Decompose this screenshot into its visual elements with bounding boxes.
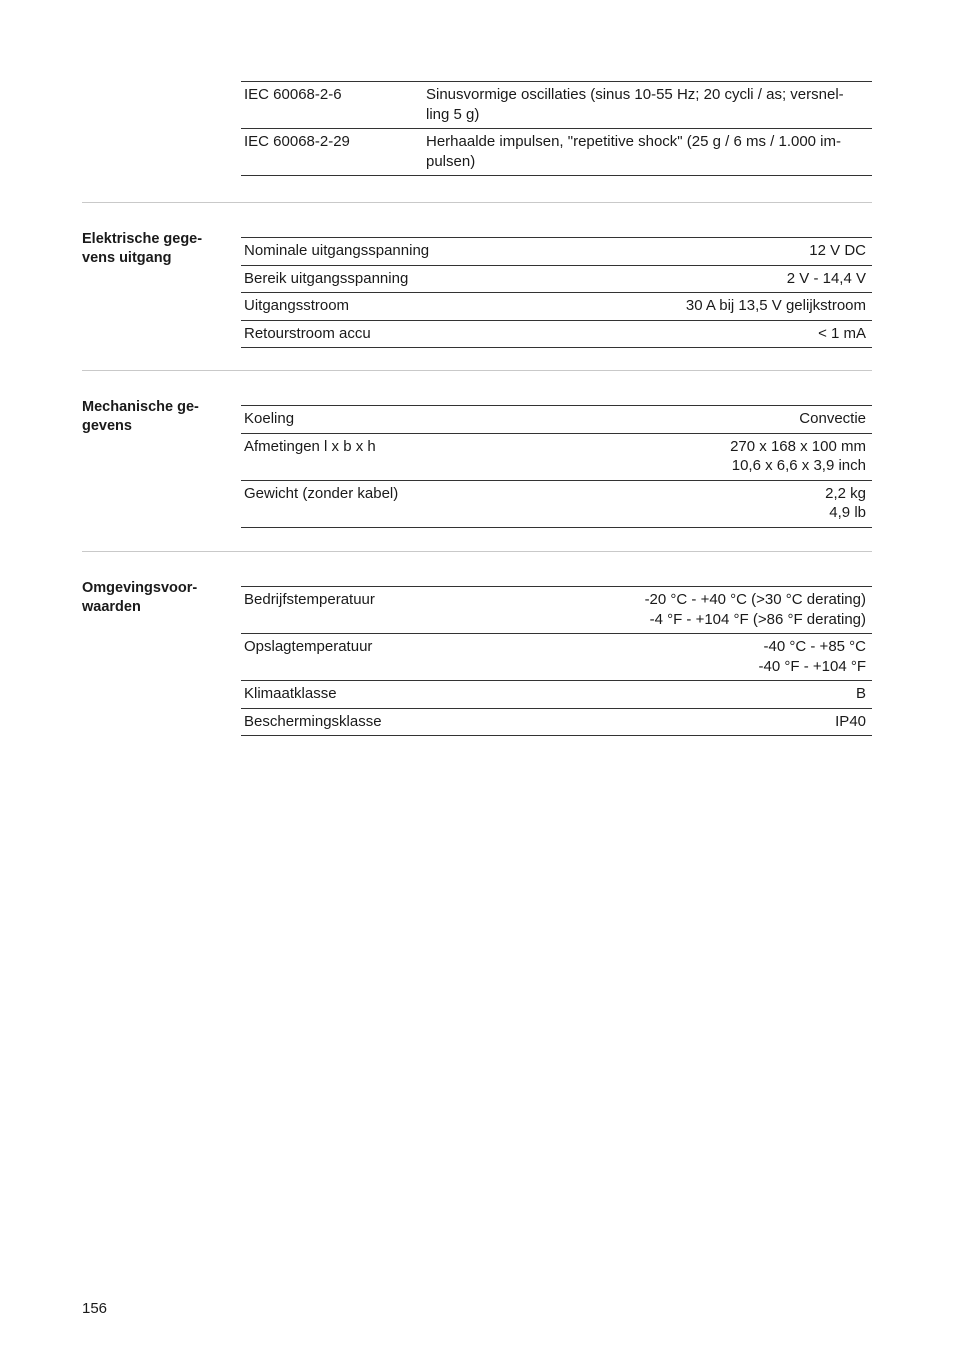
spec-value: Convectie xyxy=(799,410,866,427)
table-row xyxy=(241,434,872,481)
section-label-electrical: Elektrische gege- vens uitgang xyxy=(82,231,203,266)
electrical-table xyxy=(241,237,872,348)
spec-value: 2 V - 14,4 V xyxy=(786,269,866,287)
spec-key: Afmetingen l x b x h xyxy=(244,437,376,455)
standard-code: IEC 60068-2-6 xyxy=(244,86,342,103)
environment-table xyxy=(241,586,872,736)
table-row xyxy=(241,266,872,294)
spec-value: -40 °C - +85 °C -40 °F - +104 °F xyxy=(758,638,866,675)
standard-description: Sinusvormige oscillaties (sinus 10-55 Hz; 20 cycli / as; versnel- ling 5 g) xyxy=(426,86,844,123)
section-divider xyxy=(82,202,872,203)
spec-key: Uitgangsstroom xyxy=(244,297,350,314)
spec-value: 30 A bij 13,5 V gelijkstroom xyxy=(685,297,866,314)
spec-key: Retourstroom accu xyxy=(244,324,371,342)
mechanical-table xyxy=(241,405,872,528)
standard-description: Herhaalde impulsen, "repetitive shock" (25 g / 6 ms / 1.000 im- pulsen) xyxy=(426,133,842,170)
spec-value: 12 V DC xyxy=(809,242,866,259)
spec-key: Koeling xyxy=(244,410,295,427)
table-row xyxy=(241,321,872,349)
spec-key: Bereik uitgangsspanning xyxy=(244,269,409,287)
section-divider xyxy=(82,551,872,552)
table-row xyxy=(241,129,872,176)
spec-value: 270 x 168 x 100 mm 10,6 x 6,6 x 3,9 inch xyxy=(730,437,866,474)
spec-key: Opslagtemperatuur xyxy=(244,638,373,655)
spec-value: < 1 mA xyxy=(818,324,866,342)
table-row xyxy=(241,481,872,528)
spec-key: Klimaatklasse xyxy=(244,685,337,702)
standard-code: IEC 60068-2-29 xyxy=(244,133,350,150)
section-label-mechanical: Mechanische ge- gevens xyxy=(82,399,199,434)
spec-key: Gewicht (zonder kabel) xyxy=(244,484,399,502)
page-number: 156 xyxy=(82,1300,108,1317)
spec-value: 2,2 kg 4,9 lb xyxy=(825,484,866,521)
spec-value: IP40 xyxy=(835,712,866,730)
table-row xyxy=(241,293,872,321)
table-row xyxy=(241,406,872,434)
spec-value: B xyxy=(855,685,866,702)
section-label-environment: Omgevingsvoor- waarden xyxy=(82,580,198,615)
spec-value: -20 °C - +40 °C (>30 °C derating) -4 °F - +104 °F (>86 °F derating) xyxy=(644,591,866,628)
spec-key: Nominale uitgangsspanning xyxy=(244,242,430,259)
table-row xyxy=(241,238,872,266)
table-row xyxy=(241,634,872,681)
table-row xyxy=(241,82,872,129)
table-row xyxy=(241,709,872,737)
standards-table xyxy=(241,81,872,176)
section-divider xyxy=(82,370,872,371)
spec-key: Bedrijfstemperatuur xyxy=(244,591,375,608)
table-row xyxy=(241,587,872,634)
spec-key: Beschermingsklasse xyxy=(244,712,382,730)
table-row xyxy=(241,681,872,709)
